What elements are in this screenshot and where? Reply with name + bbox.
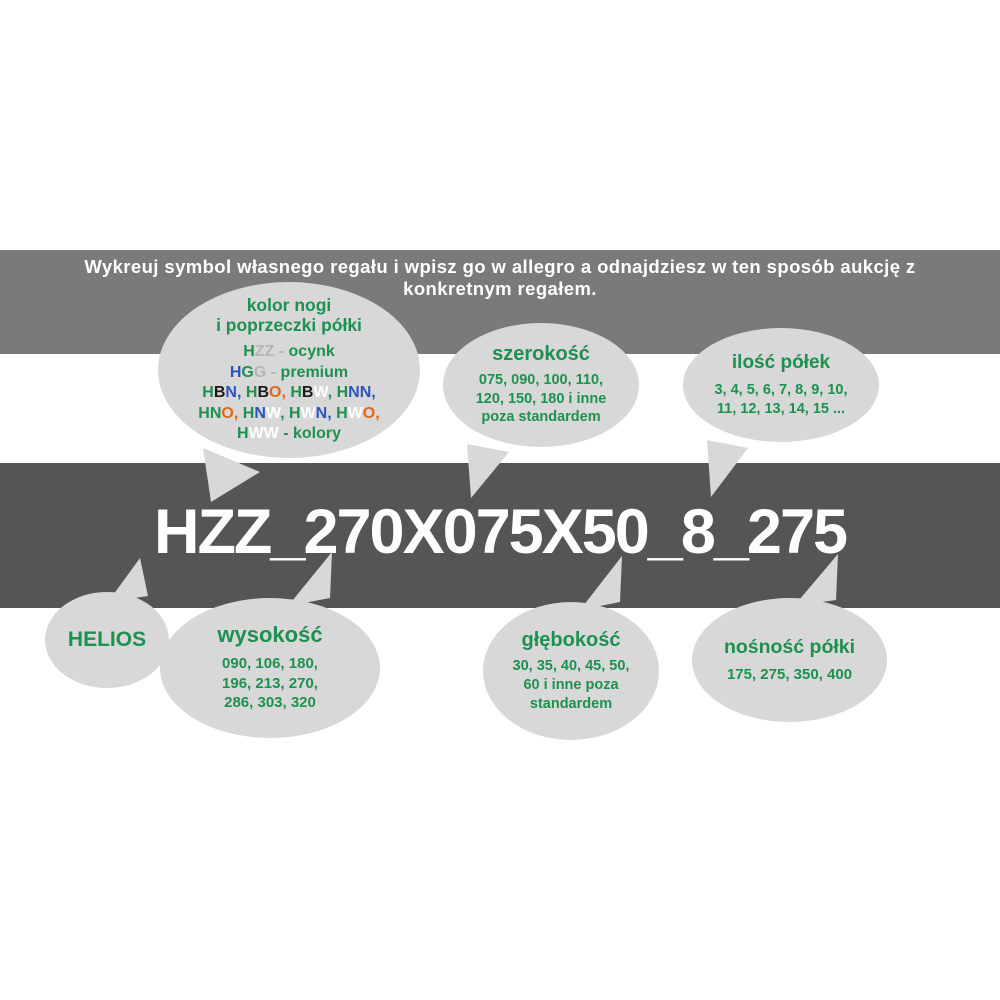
- bubble-kolor-title-line1: kolor nogi: [246, 295, 332, 316]
- ilosc-values-line: 11, 12, 13, 14, 15 ...: [716, 400, 846, 417]
- bubble-nosnosc-polki: [692, 598, 887, 722]
- wysokosc-values-line: 286, 303, 320: [224, 694, 316, 712]
- bubble-szerokosc-title: szerokość: [492, 343, 590, 366]
- nosnosc-values-line: 175, 275, 350, 400: [726, 666, 853, 683]
- glebokosc-values-line: 30, 35, 40, 45, 50,: [512, 657, 630, 674]
- bubble-ilosc-polek: [683, 328, 879, 442]
- szerokosc-values-line: poza standardem: [481, 409, 601, 426]
- speech-tail-szerokosc: [464, 442, 512, 500]
- glebokosc-values-line: standardem: [529, 695, 613, 712]
- bubble-nosnosc-title: nośność półki: [723, 636, 856, 658]
- color-code-line: HBN, HBO, HBW, HNN,: [202, 384, 376, 402]
- product-code: HZZ_270X075X50_8_275: [153, 497, 847, 567]
- banner-line-2: konkretnym regałem.: [403, 278, 597, 299]
- bubble-glebokosc-title: głębokość: [521, 628, 621, 651]
- bubble-ilosc-title: ilość półek: [731, 351, 831, 373]
- wysokosc-values-line: 196, 213, 270,: [222, 674, 318, 692]
- szerokosc-values-line: 075, 090, 100, 110,: [478, 372, 604, 389]
- szerokosc-values-line: 120, 150, 180 i inne: [475, 390, 607, 407]
- speech-tail-ilosc: [704, 438, 752, 499]
- bubble-kolor-nogi: [158, 282, 420, 458]
- brand-name: HELIOS: [67, 628, 147, 651]
- color-code-line: HNO, HNW, HWN, HWO,: [198, 404, 380, 422]
- banner-line-1: Wykreuj symbol własnego regału i wpisz go w allegro a odnajdziesz w ten sposób aukcję z: [84, 256, 916, 277]
- bubble-wysokosc-title: wysokość: [217, 622, 323, 648]
- bubble-glebokosc: [483, 602, 659, 740]
- wysokosc-values-line: 090, 106, 180,: [222, 655, 318, 673]
- glebokosc-values-line: 60 i inne poza: [523, 676, 619, 693]
- bubble-wysokosc: [160, 598, 380, 738]
- bubble-szerokosc: [443, 323, 639, 447]
- color-code-line: HWW - kolory: [237, 425, 341, 443]
- bubble-helios: [45, 592, 169, 688]
- color-code-list: [198, 342, 379, 445]
- ilosc-values-line: 3, 4, 5, 6, 7, 8, 9, 10,: [714, 381, 848, 398]
- color-code-line: HZZ - ocynk: [243, 343, 335, 361]
- color-code-line: HGG - premium: [229, 363, 349, 381]
- bubble-kolor-title-line2: i poprzeczki półki: [216, 315, 362, 336]
